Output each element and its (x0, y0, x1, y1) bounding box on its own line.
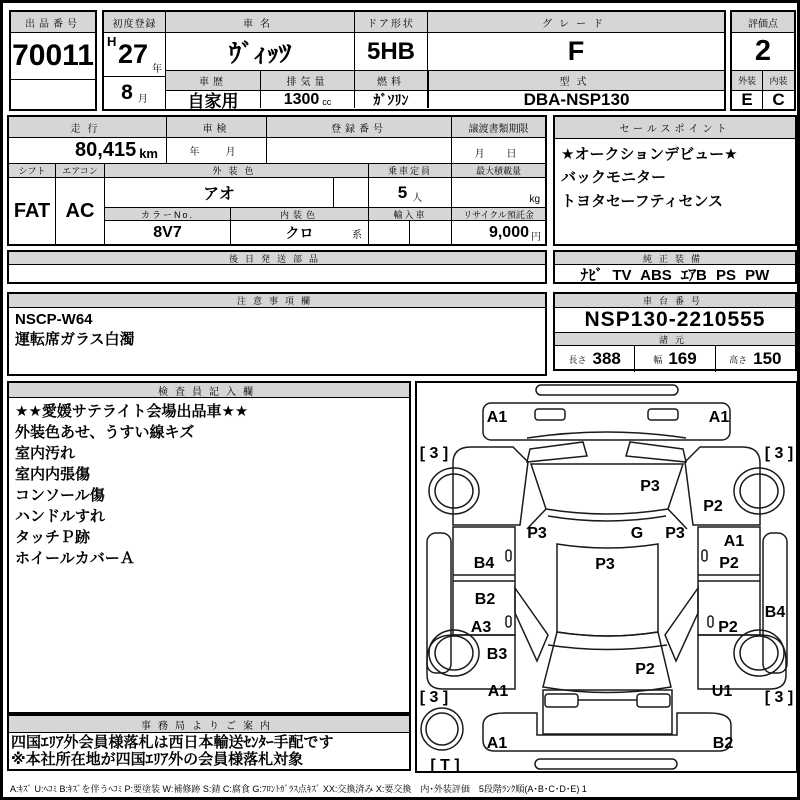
mileage-unit: km (139, 145, 158, 161)
spare-tire (421, 708, 463, 750)
car-name-label: 車名 (166, 12, 355, 33)
damage-mark: U1 (711, 683, 733, 700)
damage-mark: [ T ] (430, 757, 460, 771)
damage-diagram-block (415, 381, 798, 773)
recycle-label: リサイクル預託金 (452, 208, 545, 221)
sales-points-label: セールスポイント (555, 117, 795, 139)
mileage-cell (9, 138, 167, 164)
ext-color-flag-cell (334, 178, 369, 208)
ext-color-value: アオ (105, 178, 334, 208)
shift-value: FAT (9, 178, 56, 244)
ext-color-label: 外装色 (105, 164, 369, 178)
model-value: DBA-NSP130 (428, 91, 724, 108)
legend-text: A:ｷｽﾞ U:ﾍｺﾐ B:ｷｽﾞを伴うﾍｺﾐ P:要塗装 W:補修跡 S:錆 C:腐食 G:ﾌﾛﾝﾄｶﾞﾗｽ点ｷｽﾞ XX:交換済み X:要交換 内･外装評価 5段階ﾗﾝｸ順(A･B･C･D･E) 1 (10, 784, 587, 794)
inspector-line: コンソール傷 (15, 487, 105, 504)
aircon-value: AC (56, 178, 105, 244)
first-reg-label: 初度登録 (104, 12, 166, 33)
model-label: 型式 (428, 71, 724, 91)
inspector-line: 外装色あせ、うすい線キズ (15, 424, 195, 441)
damage-mark: P2 (703, 498, 723, 515)
color-no-value: 8V7 (105, 221, 231, 244)
rear-glass-lower-curve (548, 516, 666, 521)
displacement-unit: cc (322, 96, 332, 107)
displacement-cell (261, 91, 355, 108)
front-panel-shape (483, 713, 731, 751)
rear-spoiler-shape (527, 432, 686, 438)
capacity-label: 乗車定員 (369, 164, 452, 178)
sill-left-shape (427, 533, 451, 673)
handle-right-front (708, 616, 713, 627)
auction-no-label: 出品番号 (11, 12, 95, 33)
car-damage-diagram (417, 383, 796, 771)
wheel-rear-right-inner (740, 474, 778, 508)
damage-mark: P3 (527, 525, 547, 542)
sales-point-line: バックモニター (561, 169, 667, 187)
sales-points-block (553, 115, 797, 246)
fuel-label: 燃料 (355, 71, 428, 91)
int-color-cell (231, 221, 369, 244)
spec-width-label: 幅 (653, 354, 663, 365)
capacity-unit: 人 (412, 192, 423, 204)
spec-length-label: 長さ (568, 354, 587, 365)
transfer-value: 月 日 (452, 138, 545, 164)
spec-length-value: 388 (592, 349, 621, 368)
later-parts-block (7, 250, 547, 284)
import-cell-2 (410, 221, 452, 244)
inspection-label: 車検 (167, 117, 267, 138)
inspector-label: 検査員記入欄 (9, 383, 409, 398)
equipment-label: 純正装備 (555, 252, 795, 265)
office-notice-list (9, 733, 409, 770)
handle-left-front (506, 616, 511, 627)
wheel-front-left (429, 630, 479, 676)
import-label: 輸入車 (369, 208, 452, 221)
spec-width-value: 169 (668, 349, 697, 368)
damage-mark: A1 (708, 409, 730, 426)
score-block (730, 10, 796, 111)
mileage-value: 80,415 (75, 139, 137, 161)
notes-block (7, 292, 547, 376)
damage-mark: P2 (718, 619, 738, 636)
spec-height-value: 150 (753, 349, 782, 368)
handle-right-rear (702, 550, 707, 561)
chassis-block (553, 292, 797, 371)
displacement-label: 排気量 (261, 71, 355, 91)
auction-no-empty-cell (11, 80, 95, 109)
damage-mark: P3 (595, 556, 615, 573)
first-reg-year: 27 (118, 39, 149, 69)
door-value: 5HB (355, 33, 428, 71)
exterior-score-value: E (732, 91, 763, 109)
vehicle-header-block (102, 10, 726, 111)
equipment-block (553, 250, 797, 284)
reg-no-label: 登録番号 (267, 117, 452, 138)
interior-score-label: 内装 (763, 71, 794, 91)
wheel-rear-right (734, 468, 784, 514)
notes-line: 運転席ガラス白濁 (15, 331, 135, 349)
chassis-value: NSP130-2210555 (555, 308, 795, 333)
detail-block (7, 115, 547, 246)
rear-pane-left-shape (527, 442, 587, 462)
damage-mark: P3 (640, 478, 660, 495)
inspector-line: 室内内張傷 (15, 466, 91, 483)
first-reg-month-cell (104, 77, 166, 109)
office-notice-line: ※本社所在地が四国ｴﾘｱ外の会員様落札対象 (11, 751, 304, 769)
recycle-value: 9,000 (488, 223, 529, 241)
office-notice-label: 事務局よりご案内 (9, 716, 409, 733)
office-notice-block (7, 714, 411, 771)
max-load-label: 最大積載量 (452, 164, 545, 178)
damage-mark: P2 (719, 555, 739, 572)
grade-value: F (428, 33, 724, 71)
int-color-suffix: 系 (352, 230, 362, 241)
int-color-label: 内装色 (231, 208, 369, 221)
fuel-value: ｶﾞｿﾘﾝ (355, 91, 428, 108)
max-load-unit: kg (452, 178, 545, 208)
damage-mark: [ 3 ] (419, 445, 449, 462)
rear-pane-right-shape (626, 442, 686, 462)
capacity-cell (369, 178, 452, 208)
first-reg-year-cell (104, 33, 166, 77)
c-pillar-lines (527, 509, 687, 529)
damage-mark: [ 3 ] (764, 689, 794, 706)
first-reg-era: H (107, 34, 117, 49)
capacity-value: 5 (397, 182, 408, 202)
later-parts-label: 後日発送部品 (9, 252, 545, 265)
first-reg-month-unit: 月 (137, 93, 148, 105)
auction-no-value: 70011 (11, 33, 95, 80)
car-name-value: ｳﾞｨｯﾂ (166, 33, 355, 71)
mileage-label: 走行 (9, 117, 167, 138)
wheel-rear-left-inner (435, 474, 473, 508)
inspector-block (7, 381, 411, 714)
inspector-list (9, 398, 409, 573)
later-parts-value (9, 265, 545, 283)
cowl-right-shape (637, 694, 670, 707)
a-pillar-left-shape (515, 588, 548, 661)
sales-point-line: ★オークションデビュー★ (561, 146, 738, 163)
history-value: 自家用 (166, 91, 261, 108)
rear-gate-shape (483, 403, 730, 440)
transfer-label: 譲渡書類期限 (452, 117, 545, 138)
inspector-line: タッチＰ跡 (15, 529, 91, 546)
cowl-left-shape (545, 694, 578, 707)
rear-glass-shape (531, 464, 683, 514)
damage-mark: B4 (473, 555, 495, 572)
inspector-line: ホイールカバーＡ (15, 550, 135, 567)
damage-mark: B4 (764, 604, 786, 621)
aircon-label: エアコン (56, 164, 105, 178)
wheel-front-left-inner (435, 636, 473, 670)
inspection-value: 年 月 (167, 138, 267, 164)
recycle-unit: 円 (531, 231, 541, 243)
spare-tire-inner (426, 713, 458, 745)
history-label: 車歴 (166, 71, 261, 91)
doors-right-divider (698, 575, 760, 581)
first-reg-month: 8 (121, 81, 133, 104)
damage-mark: P3 (665, 525, 685, 542)
a-pillar-right-shape (665, 588, 698, 661)
recycle-cell (452, 221, 545, 244)
spec-width-cell (635, 346, 715, 372)
inspector-line: ハンドルすれ (15, 508, 106, 525)
damage-mark: A1 (486, 735, 508, 752)
int-color-value: クロ (285, 224, 314, 241)
damage-mark: B3 (486, 646, 508, 663)
rear-lamp-right-shape (648, 409, 678, 420)
specs-row (555, 346, 795, 372)
windshield-curve (548, 645, 667, 650)
auction-no-block (9, 10, 97, 111)
grade-label: グレード (428, 12, 724, 33)
damage-mark: A1 (723, 533, 745, 550)
front-bumper-shape (535, 759, 677, 769)
score-label: 評価点 (732, 12, 794, 33)
reg-no-value (267, 138, 452, 164)
damage-mark: G (630, 525, 644, 542)
spec-length-cell (555, 346, 635, 372)
import-cell-1 (369, 221, 410, 244)
notes-label: 注意事項欄 (9, 294, 545, 308)
damage-mark: [ 3 ] (764, 445, 794, 462)
inspector-line: 室内汚れ (15, 445, 76, 462)
spec-height-label: 高さ (729, 354, 748, 365)
rear-bumper-shape (536, 385, 678, 395)
inspector-line: ★★愛媛サテライト会場出品車★★ (15, 403, 249, 420)
damage-mark: P2 (635, 661, 655, 678)
hood-shape (543, 690, 672, 734)
spec-height-cell (716, 346, 795, 372)
damage-mark: A3 (470, 619, 492, 636)
quarter-left-shape (453, 447, 528, 525)
shift-label: シフト (9, 164, 56, 178)
equipment-value: ﾅﾋﾞ TV ABS ｴｱB PS PW (580, 266, 770, 284)
doors-left-divider (453, 575, 515, 581)
notes-list (9, 308, 545, 355)
sales-point-line: トヨタセーフティセンス (561, 192, 724, 210)
wheel-front-right-inner (740, 636, 778, 670)
door-label: ドア形状 (355, 12, 428, 33)
interior-score-value: C (772, 90, 785, 109)
office-notice-line: 四国ｴﾘｱ外会員様落札は西日本輸送ｾﾝﾀｰ手配です (11, 734, 334, 751)
displacement-value: 1300 (283, 90, 320, 108)
wheel-front-right (734, 630, 784, 676)
damage-mark: A1 (486, 409, 508, 426)
first-reg-year-unit: 年 (152, 64, 162, 75)
color-no-label: カラーNo. (105, 208, 231, 221)
notes-line: NSCP-W64 (15, 311, 93, 328)
exterior-score-label: 外装 (732, 71, 763, 91)
sales-points-list (555, 139, 795, 217)
damage-mark: A1 (487, 683, 509, 700)
score-value: 2 (732, 33, 794, 71)
damage-mark: B2 (474, 591, 496, 608)
specs-label: 諸元 (555, 333, 795, 346)
chassis-label: 車台番号 (555, 294, 795, 308)
rear-lamp-left-shape (535, 409, 565, 420)
damage-mark: B2 (712, 735, 734, 752)
handle-left-rear (506, 550, 511, 561)
damage-mark: [ 3 ] (419, 689, 449, 706)
wheel-rear-left (429, 468, 479, 514)
